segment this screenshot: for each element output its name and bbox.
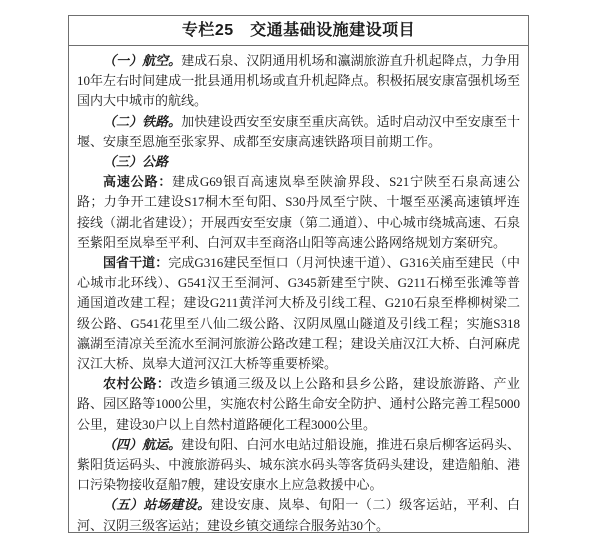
paragraph-lead: （四）航运。 bbox=[103, 436, 182, 452]
paragraph-lead: 高速公路： bbox=[103, 174, 173, 190]
paragraph-expressway bbox=[77, 172, 520, 253]
column-25-box bbox=[68, 15, 529, 533]
paragraph-text: 建成G69银百高速岚皋至陕渝界段、S21宁陕至石泉高速公路；力争开工建设S17桐木至旬阳、S30丹凤至宁陕、十堰至巫溪高速镇坪连接线（湖北省建设）；开展西安至安康（第二通道）、中心城市绕城高速、石泉至紫阳至岚皋至平利、白河双丰至商洛山阳等高速公路网络规划方案研究。 bbox=[77, 174, 520, 250]
paragraph-lead: （二）铁路。 bbox=[103, 113, 182, 129]
paragraph-rural-roads bbox=[77, 374, 520, 435]
paragraph-shipping bbox=[77, 435, 520, 496]
paragraph-railway bbox=[77, 112, 520, 152]
paragraph-text: 完成G316建民至恒口（月河快速干道）、G316关庙至建民（中心城市北环线）、G541汉王至洞河、G345新建至宁陕、G211石梯至张滩等普通国道改建工程；建设G211黄洋河大桥及引线工程、G210石泉至桦柳树梁二级公路、G541花里至八仙二级公路、汉阴凤凰山隧道及引线工程；实施S318瀛湖至清凉关至流水至洞河旅游公路改建工程；建设关庙汉江大桥、白河麻虎汉江大桥、岚皋大道河汉江大桥等重要桥梁。 bbox=[77, 255, 520, 372]
paragraph-national-provincial-roads bbox=[77, 253, 520, 374]
paragraph-aviation bbox=[77, 51, 520, 112]
paragraph-text: 建设旬阳、白河水电站过船设施，推进石泉后柳客运码头、紫阳货运码头、中渡旅游码头、城东滨水码头等客货码头建设，建造船舶、港口污染物接收趸船7艘，建设安康水上应急救援中心。 bbox=[77, 436, 520, 493]
paragraph-lead: （一）航空。 bbox=[103, 53, 182, 68]
paragraph-highway-heading bbox=[77, 152, 520, 172]
paragraph-station-construction bbox=[77, 495, 520, 535]
paragraph-text: 建设安康、岚皋、旬阳一（二）级客运站，平利、白河、汉阴三级客运站；建设乡镇交通综合服务站30个。 bbox=[77, 497, 520, 533]
paragraph-lead: （五）站场建设。 bbox=[103, 497, 211, 513]
paragraph-lead: 农村公路： bbox=[103, 376, 171, 392]
paragraph-text: 建成石泉、汉阴通用机场和瀛湖旅游直升机起降点，力争用10年左右时间建成一批县通用机场或直升机起降点。积极拓展安康富强机场至国内大中城市的航线。 bbox=[77, 53, 520, 109]
paragraph-text: 改造乡镇通三级及以上公路和县乡公路，建设旅游路、产业路、园区路等1000公里，实施农村公路生命安全防护、通村公路完善工程5000公里，建设30户以上自然村道路硬化工程3000公里。 bbox=[77, 376, 520, 432]
panel-body bbox=[69, 46, 528, 540]
panel-title: 专栏25 交通基础设施建设项目 bbox=[69, 16, 528, 46]
paragraph-lead: （三）公路 bbox=[103, 154, 169, 170]
paragraph-text: 加快建设西安至安康至重庆高铁。适时启动汉中至安康至十堰、安康至恩施至张家界、成都至安康高速铁路项目前期工作。 bbox=[77, 113, 520, 149]
paragraph-lead: 国省干道： bbox=[103, 255, 169, 271]
